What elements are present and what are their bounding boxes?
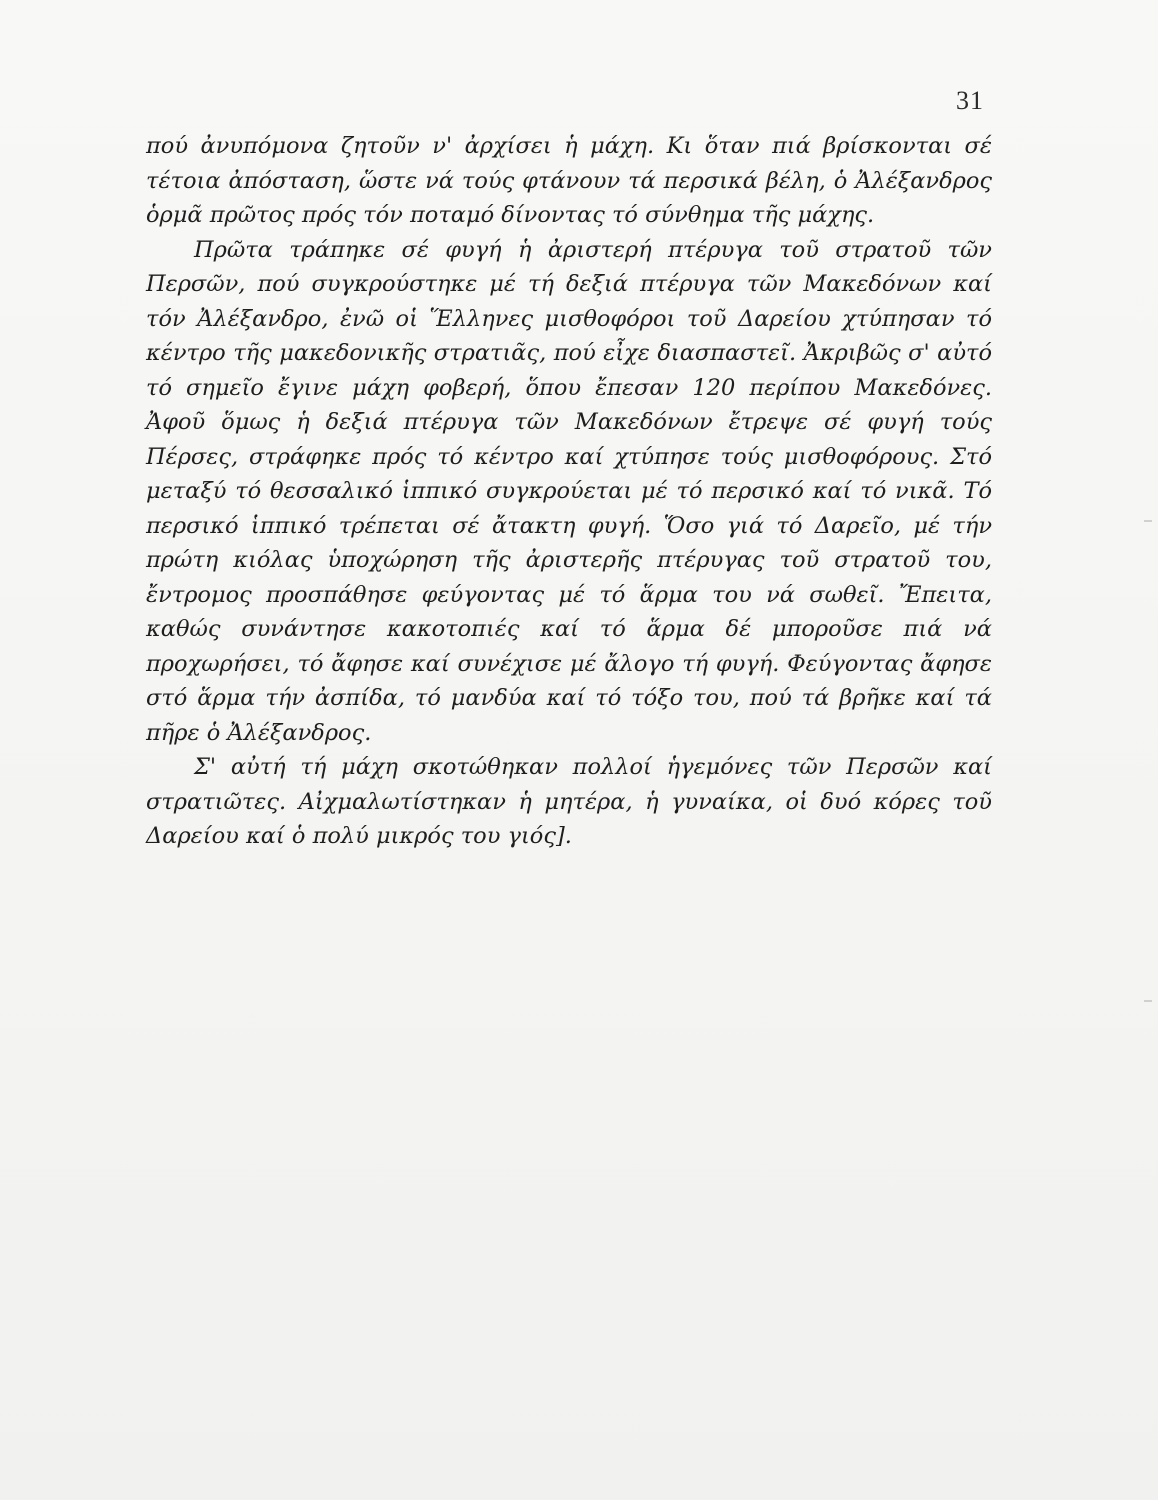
scan-mark [1144,1000,1152,1002]
paragraph-2: Πρῶτα τράπηκε σέ φυγή ἡ ἀριστερή πτέρυγα τοῦ στρατοῦ τῶν Περσῶν, πού συγκρούστηκε μέ τή δεξιά πτέρυγα τῶν Μακεδόνων καί τόν Ἀλέξανδρο, ἐνῶ οἱ Ἕλληνες μισθοφόροι τοῦ Δαρείου χτύπησαν τό κέντρο τῆς μακεδονικῆς στρατιᾶς, πού εἶχε διασπαστεῖ. Ἀκριβῶς σ' αὐτό τό σημεῖο ἔγινε μάχη φοβερή, ὅπου ἔπεσαν 120 περίπου Μακεδόνες. Ἀφοῦ ὅμως ἡ δεξιά πτέρυγα τῶν Μακεδόνων ἔτρεψε σέ φυγή τούς Πέρσες, στράφηκε πρός τό κέντρο καί χτύπησε τούς μισθοφόρους. Στό μεταξύ τό θεσσαλικό ἱππικό συγκρούεται μέ τό περσικό καί τό νικᾶ. Τό περσικό ἱππικό τρέπεται σέ ἄτακτη φυγή. Ὅσο γιά τό Δαρεῖο, μέ τήν πρώτη κιόλας ὑποχώρηση τῆς ἀριστερῆς πτέρυγας τοῦ στρατοῦ του, ἔντρομος προσπάθησε φεύγοντας μέ τό ἅρμα του νά σωθεῖ. Ἔπειτα, καθώς συνάντησε κακοτοπιές καί τό ἅρμα δέ μποροῦσε πιά νά προχωρήσει, τό ἄφησε καί συνέχισε μέ ἄλογο τή φυγή. Φεύγοντας ἄφησε στό ἅρμα τήν ἀσπίδα, τό μανδύα καί τό τόξο του, πού τά βρῆκε καί τά πῆρε ὁ Ἀλέξανδρος. [146,236,992,746]
paragraph-1: πού ἀνυπόμονα ζητοῦν ν' ἀρχίσει ἡ μάχη. Κι ὅταν πιά βρίσκονται σέ τέτοια ἀπόσταση, ὥστε νά τούς φτάνουν τά περσικά βέλη, ὁ Ἀλέξανδρος ὁρμᾶ πρῶτος πρός τόν ποταμό δίνοντας τό σύνθημα τῆς μάχης. [146,133,992,228]
page-number: 31 [956,86,984,115]
paragraph-3: Σ' αὐτή τή μάχη σκοτώθηκαν πολλοί ἡγεμόνες τῶν Περσῶν καί στρατιῶτες. Αἰχμαλωτίστηκαν ἡ μητέρα, ἡ γυναίκα, οἱ δυό κόρες τοῦ Δαρείου καί ὁ πολύ μικρός του γιός]. [146,754,992,849]
body-text [146,129,992,854]
scan-mark [1144,520,1152,522]
